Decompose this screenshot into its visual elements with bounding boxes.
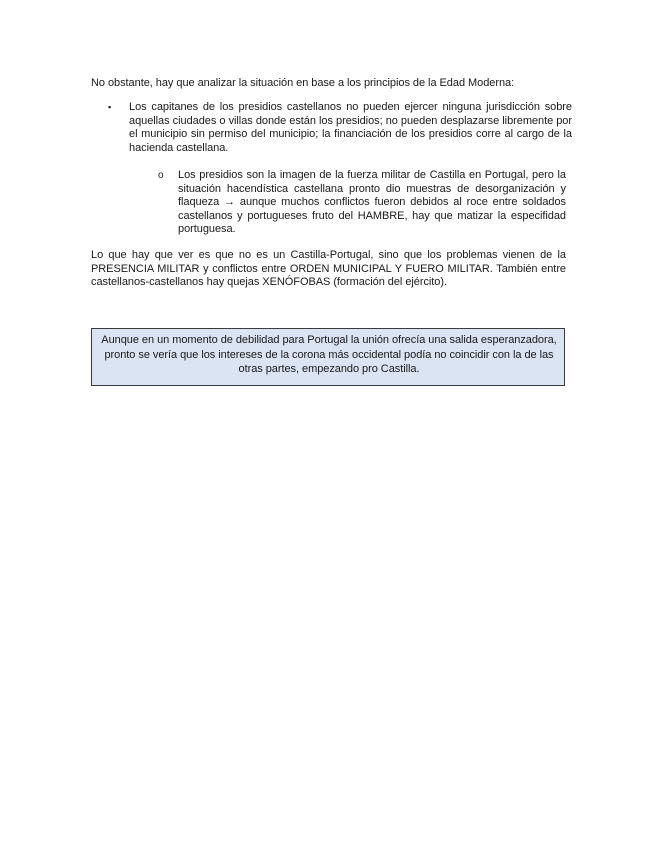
summary-callout-box [91, 328, 565, 386]
circle-bullet-icon: o [158, 170, 164, 181]
square-bullet-icon: ▪ [108, 102, 112, 112]
bullet-item-text: Los capitanes de los presidios castellanos no pueden ejercer ninguna jurisdicción sobre aquellas ciudades o villas donde están los presidios; no pueden desplazarse libremente por el municipio sin permiso del municipio; la financiación de los presidios corre al cargo de la hacienda castellana. [129, 101, 572, 154]
intro-paragraph: No obstante, hay que analizar la situación en base a los principios de la Edad Moderna: [91, 77, 515, 89]
conclusion-paragraph: Lo que hay que ver es que no es un Castilla-Portugal, sino que los problemas vienen de la PRESENCIA MILITAR y conflictos entre ORDEN MUNICIPAL Y FUERO MILITAR. También entre castellanos-castellanos hay quejas XENÓFOBAS (formación del ejército). [91, 249, 566, 289]
sub-bullet-item-text: Los presidios son la imagen de la fuerza militar de Castilla en Portugal, pero la situación hacendística castellana pronto dio muestras de desorganización y flaqueza → aunque muchos conflictos fueron debidos al roce entre soldados castellanos y portugueses fruto del HAMBRE, hay que matizar la especifidad portuguesa. [178, 169, 566, 236]
summary-callout-text: Aunque en un momento de debilidad para Portugal la unión ofrecía una salida esperanzadora, pronto se vería que los intereses de la corona más occidental podía no coincidir con la de las otras partes, empezando pro Castilla. [101, 334, 557, 376]
